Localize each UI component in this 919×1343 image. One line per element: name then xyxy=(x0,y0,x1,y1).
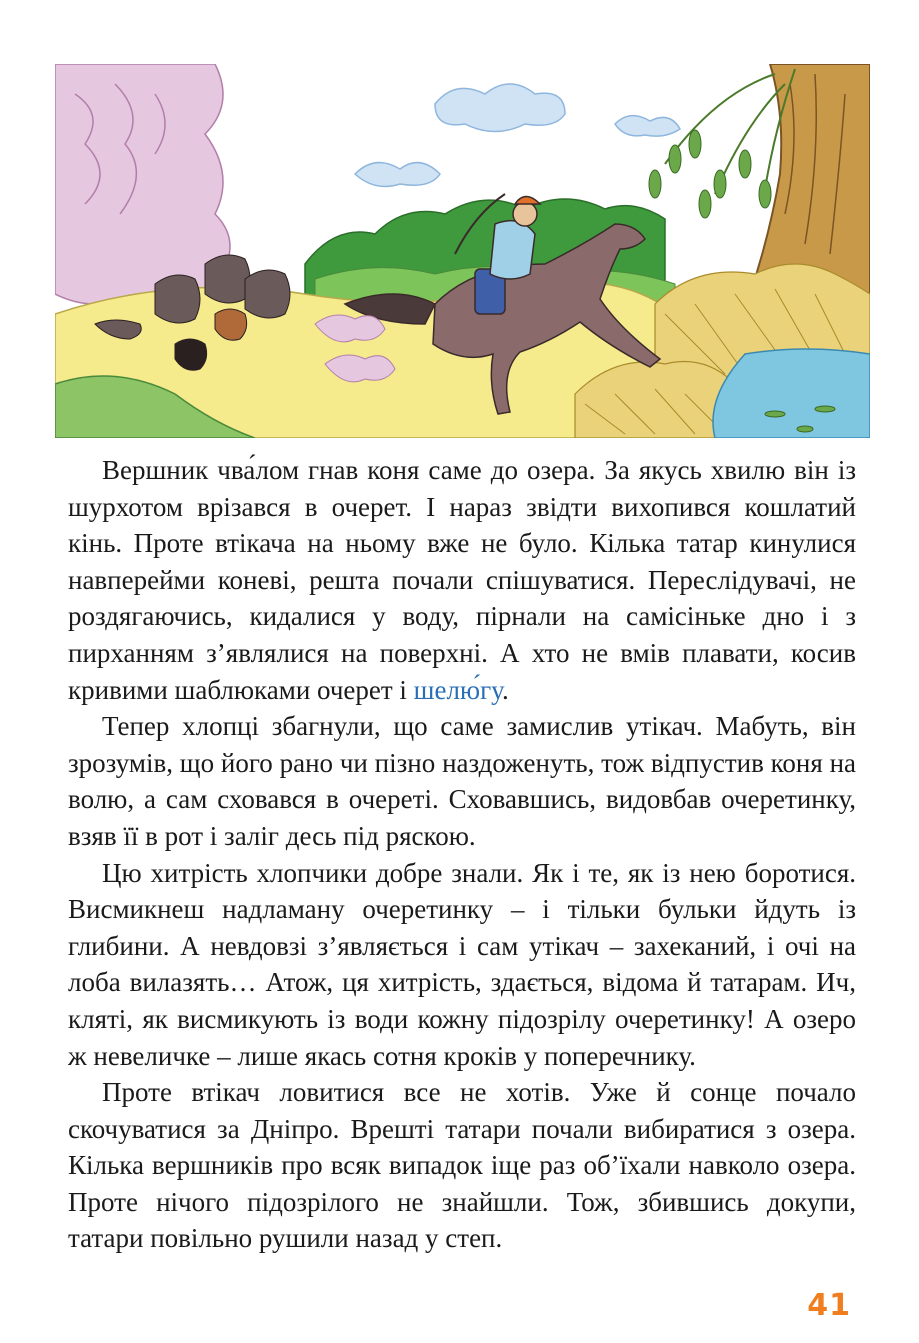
illustration-svg xyxy=(55,64,870,438)
paragraph-2: Тепер хлопці збагнули, що саме замислив утікач. Мабуть, він зрозумів, що його рано чи пізно наздоженуть, тож відпустив коня на волю, а сам сховався в очереті. Сховавшись, видовбав очеретинку, взяв її в рот і заліг десь під ряскою. xyxy=(68,711,856,851)
paragraph-1-text: Вершник чва́лом гнав коня саме до озера. За якусь хвилю він із шурхотом врізався в очерет. І нараз звідти вихопився кошлатий кінь. Проте втікача на ньому вже не було. Кілька татар кинулися навперейми коневі, решта почали спішуватися. Переслідувачі, не роздягаючись, кидалися у воду, пірнали на самісіньке дно і з пирханням з’являлися на поверхні. А хто не вмів плавати, косив кривими шаблюками очерет і xyxy=(68,455,856,705)
paragraph-3: Цю хитрість хлопчики добре знали. Як і те, як із нею боротися. Висмикнеш надламану очеретинку – і тільки бульки йдуть із глибини. А невдовзі з’являється і сам утікач – захеканий, і очі на лоба вилазять… Атож, ця хитрість, здається, відома й татарам. Ич, кляті, як висмикують із води кожну підозрілу очеретинку! А озеро ж невеличке – лише якась сотня кроків у поперечнику. xyxy=(68,857,856,1071)
story-illustration xyxy=(55,64,870,438)
glossary-word-link[interactable]: шелю́гу xyxy=(413,674,502,705)
paragraph-1 xyxy=(68,452,856,708)
page-number: 41 xyxy=(807,1288,851,1323)
paragraph-4: Проте втікач ловитися все не хотів. Уже й сонце почало скочуватися за Дніпро. Врешті татари почали вибиратися з озера. Кілька вершників про всяк випадок іще раз об’їхали навколо озера. Проте нічого підозрілого не знайшли. Тож, збившись докупи, татари повільно рушили назад у степ. xyxy=(68,1077,856,1254)
paragraph-1-end: . xyxy=(501,674,509,705)
story-text xyxy=(68,452,856,1257)
